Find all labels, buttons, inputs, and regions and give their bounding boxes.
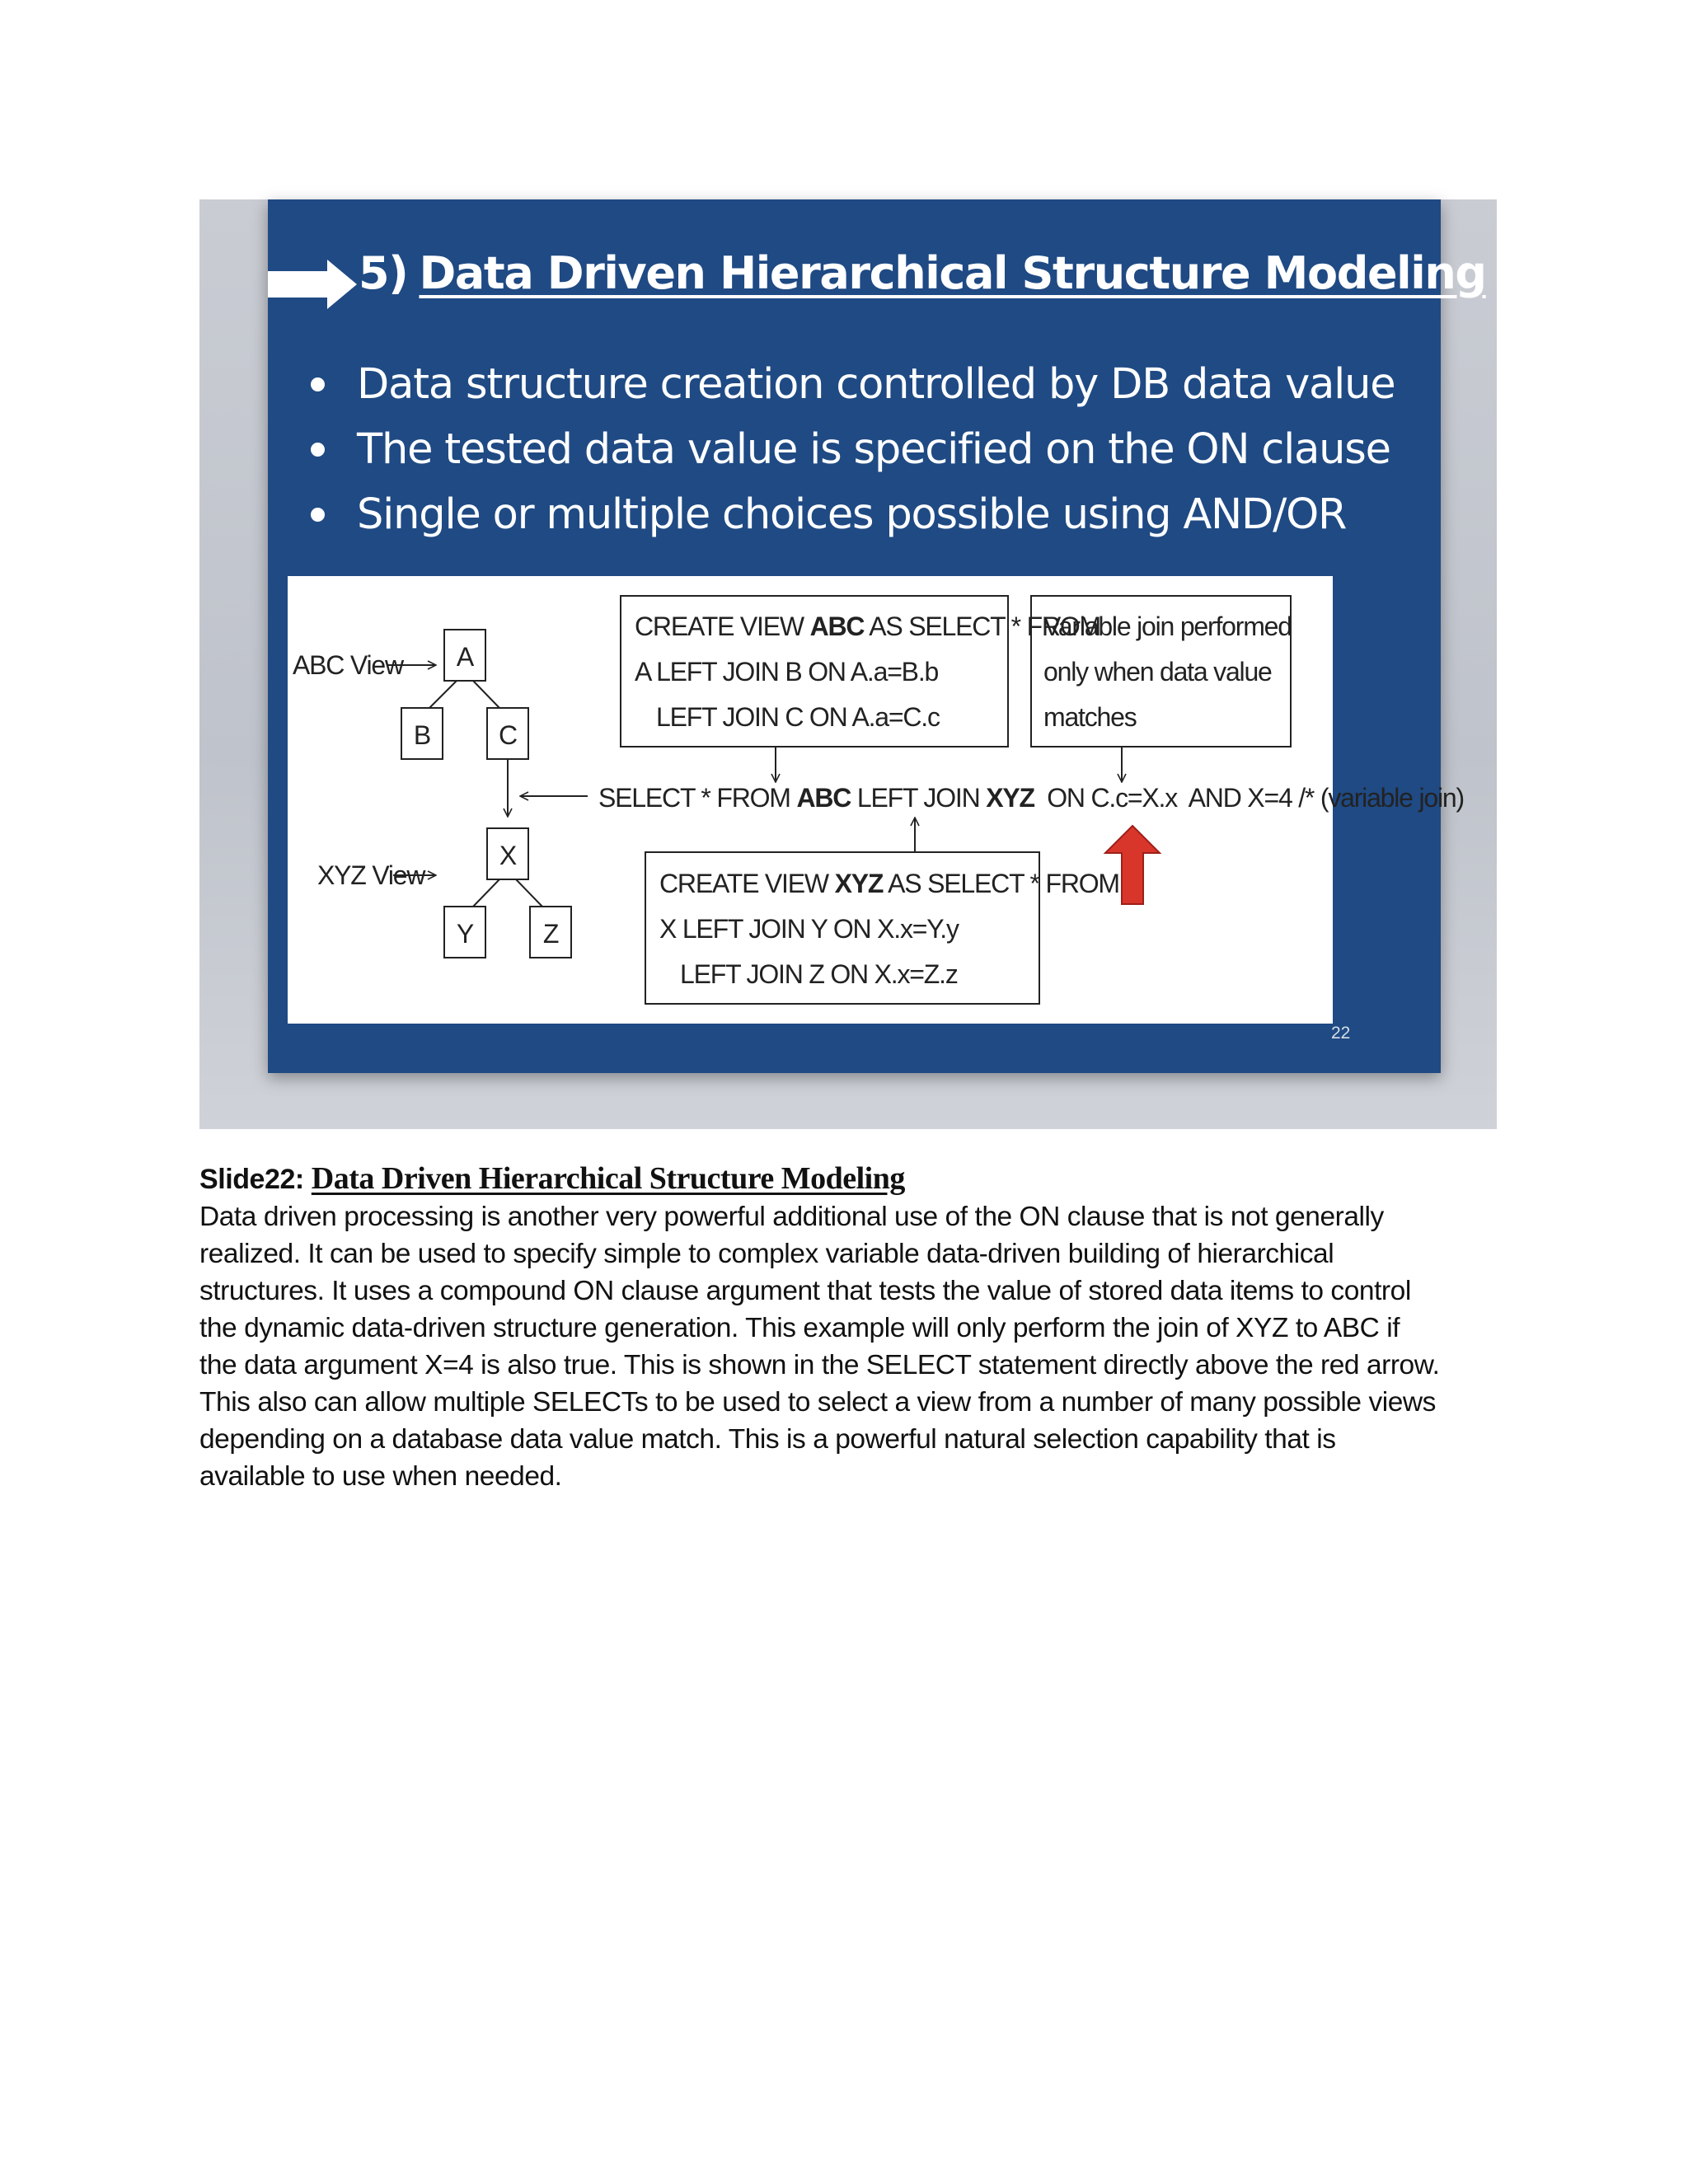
slide-bullet: Single or multiple choices possible using AND/OR <box>311 482 1395 547</box>
notes-line: This also can allow multiple SELECTs to be used to select a view from a number of many possible views <box>199 1387 1436 1418</box>
node-y-label: Y <box>456 919 474 949</box>
tree-edge <box>473 681 499 708</box>
slide-bullet: The tested data value is specified on the ON clause <box>311 417 1395 482</box>
notes-line: the dynamic data-driven structure generation. This example will only perform the join of XYZ to ABC if <box>199 1313 1400 1343</box>
node-z-label: Z <box>542 919 559 949</box>
node-c-label: C <box>499 720 517 750</box>
slide-frame <box>199 199 1497 1129</box>
note-line-3: matches <box>1043 702 1137 732</box>
view-join-diagram <box>288 576 1464 1024</box>
create-xyz-line-3: LEFT JOIN Z ON X.x=Z.z <box>680 959 958 989</box>
node-x-label: X <box>499 841 517 870</box>
create-abc-line-1: CREATE VIEW ABC AS SELECT * FROM <box>635 612 1100 641</box>
slide <box>268 199 1486 1073</box>
create-abc-line-3: LEFT JOIN C ON A.a=C.c <box>656 702 940 732</box>
slide-number: 22 <box>1331 1024 1351 1043</box>
create-xyz-line-2: X LEFT JOIN Y ON X.x=Y.y <box>659 914 959 944</box>
notes-line: Data driven processing is another very powerful additional use of the ON clause that is not generally <box>199 1202 1384 1232</box>
notes-body <box>199 1198 1510 1495</box>
tree-edge <box>429 681 457 708</box>
slide-title <box>359 247 1486 299</box>
tree-edge <box>473 879 499 907</box>
notes-line: depending on a database data value match. This is a powerful natural selection capability that is <box>199 1424 1336 1455</box>
slide-bullet: Data structure creation controlled by DB data value <box>311 352 1395 417</box>
notes-heading <box>199 1160 1510 1198</box>
abc-view-label: ABC View <box>293 650 403 680</box>
create-abc-line-2: A LEFT JOIN B ON A.a=B.b <box>635 657 939 687</box>
create-xyz-line-1: CREATE VIEW XYZ AS SELECT * FROM <box>659 869 1119 898</box>
notes-heading-prefix: Slide22: <box>199 1164 312 1195</box>
tree-edge <box>516 879 542 907</box>
title-arrow-icon <box>268 260 357 309</box>
slide-bullet-list <box>311 352 1395 547</box>
speaker-notes <box>199 1160 1510 1495</box>
notes-line: structures. It uses a compound ON clause argument that tests the value of stored data items to control <box>199 1276 1411 1306</box>
note-line-1: Variable join performed <box>1043 612 1292 641</box>
diagram-canvas <box>288 576 1464 1024</box>
xyz-view-label: XYZ View <box>317 860 425 890</box>
notes-line: the data argument X=4 is also true. This is shown in the SELECT statement directly above the red arrow. <box>199 1350 1440 1380</box>
note-line-2: only when data value <box>1043 657 1272 687</box>
slide-title-number: 5) <box>359 247 408 299</box>
notes-heading-title: Data Driven Hierarchical Structure Modeling <box>311 1161 905 1196</box>
node-b-label: B <box>413 720 431 750</box>
slide-title-text: Data Driven Hierarchical Structure Modeling <box>419 247 1486 299</box>
notes-line: realized. It can be used to specify simple to complex variable data-driven building of hierarchical <box>199 1239 1334 1269</box>
notes-line: available to use when needed. <box>199 1461 562 1492</box>
node-a-label: A <box>456 642 474 672</box>
select-statement: SELECT * FROM ABC LEFT JOIN XYZ ON C.c=X.x AND X=4 /* (variable join) <box>598 783 1464 813</box>
